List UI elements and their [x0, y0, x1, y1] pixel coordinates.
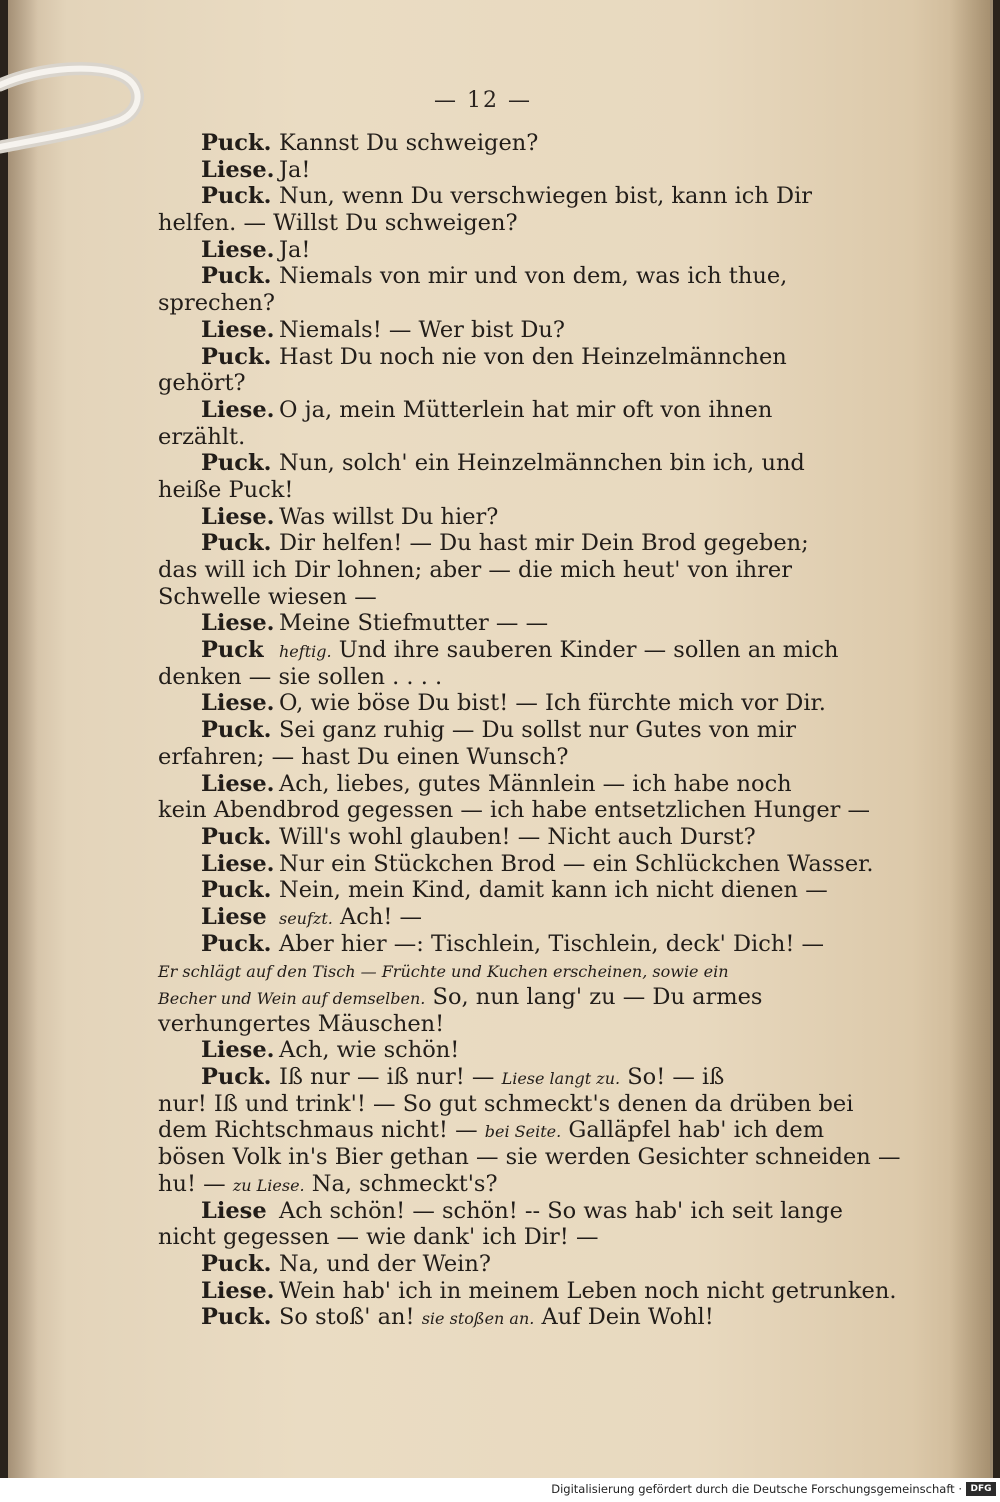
dialogue-text: Was willst Du hier?	[279, 503, 499, 530]
text-line	[158, 263, 798, 290]
text-line	[158, 504, 798, 531]
stage-direction: Becher und Wein auf demselben.	[158, 989, 426, 1008]
text-line	[158, 1251, 798, 1278]
text-line	[158, 1117, 825, 1144]
text-line	[158, 397, 798, 424]
stage-direction: Er schlägt auf den Tisch — Früchte und Kuchen erscheinen, sowie ein	[158, 962, 729, 982]
text-line	[158, 664, 798, 691]
speaker-name: Puck.	[201, 1250, 272, 1277]
speaker-name: Liese.	[201, 396, 275, 423]
text-line	[158, 477, 798, 504]
page-text	[158, 130, 901, 1331]
dialogue-text: erfahren; — hast Du einen Wunsch?	[158, 743, 569, 770]
dialogue-text: So! — iß	[620, 1064, 725, 1091]
dialogue-text: Wein hab' ich in meinem Leben noch nicht getrunken.	[279, 1277, 897, 1304]
dialogue-text: Galläpfel hab' ich dem	[561, 1117, 825, 1144]
text-line	[158, 957, 798, 984]
text-line	[158, 1090, 854, 1118]
dialogue-text: helfen. — Willst Du schweigen?	[158, 210, 518, 237]
speaker-name: Puck	[201, 637, 264, 664]
text-line	[158, 984, 798, 1011]
text-line	[158, 370, 798, 397]
text-line	[158, 877, 828, 904]
text-line	[158, 824, 798, 851]
dialogue-text: sprechen?	[158, 290, 275, 317]
speaker-name: Liese.	[201, 850, 275, 877]
text-line	[158, 1197, 843, 1225]
stage-direction: zu Liese.	[232, 1175, 305, 1195]
dialogue-text: Nein, mein Kind, damit kann ich nicht dienen —	[279, 877, 828, 904]
text-line	[158, 157, 798, 184]
dialogue-text: Auf Dein Wohl!	[534, 1304, 714, 1331]
text-line	[158, 530, 809, 557]
stage-direction: seufzt.	[279, 908, 333, 928]
speaker-name: Liese.	[201, 1277, 275, 1304]
dialogue-text: Schwelle wiesen —	[158, 583, 377, 610]
dialogue-text: Na, und der Wein?	[279, 1250, 491, 1277]
dialogue-text: das will ich Dir lohnen; aber — die mich heut' von ihrer	[158, 557, 792, 583]
dialogue-text: So, nun lang' zu — Du armes	[425, 984, 763, 1010]
speaker-name: Puck.	[201, 877, 272, 904]
text-line	[158, 930, 825, 958]
text-line	[158, 584, 798, 611]
speaker-name: Puck.	[201, 1064, 272, 1091]
dialogue-text: verhungertes Mäuschen!	[158, 1010, 445, 1037]
dialogue-text: dem Richtschmaus nicht! —	[158, 1117, 485, 1144]
text-line	[158, 237, 798, 264]
dialogue-text: nicht gegessen — wie dank' ich Dir! —	[158, 1224, 599, 1251]
text-line	[158, 797, 871, 824]
text-line	[158, 450, 805, 477]
speaker-name: Puck.	[201, 450, 272, 477]
dialogue-text: Sei ganz ruhig — Du sollst nur Gutes von mir	[279, 717, 797, 744]
stage-direction: bei Seite.	[484, 1122, 562, 1142]
dialogue-text: Aber hier —: Tischlein, Tischlein, deck' Dich! —	[279, 930, 825, 957]
speaker-name: Liese.	[201, 690, 275, 717]
dialogue-text: So stoß' an!	[279, 1304, 422, 1331]
text-line	[158, 637, 839, 664]
speaker-name: Liese	[201, 903, 267, 930]
text-line	[158, 717, 798, 744]
text-line	[158, 904, 798, 931]
dialogue-text: Ach, liebes, gutes Männlein — ich habe noch	[279, 770, 792, 797]
text-line	[158, 744, 798, 771]
dialogue-text: erzählt.	[158, 423, 246, 450]
text-line	[158, 690, 826, 717]
text-line	[158, 1277, 897, 1305]
dialogue-text: kein Abendbrod gegessen — ich habe entsetzlichen Hunger —	[158, 797, 871, 824]
dialogue-text: Nun, solch' ein Heinzelmännchen bin ich, und	[279, 450, 805, 477]
text-line	[158, 1224, 798, 1251]
dialogue-text: Und ihre sauberen Kinder — sollen an mich	[331, 637, 839, 664]
dialogue-text: nur! Iß und trink'! — So gut schmeckt's denen da drüben bei	[158, 1090, 854, 1117]
page-number: — 12 —	[434, 88, 532, 113]
dialogue-text: bösen Volk in's Bier gethan — sie werden Gesichter schneiden —	[158, 1144, 901, 1171]
speaker-name: Puck.	[201, 130, 272, 156]
text-line	[158, 290, 798, 317]
text-line	[158, 130, 798, 157]
dialogue-text: O ja, mein Mütterlein hat mir oft von ihnen	[279, 396, 773, 423]
dialogue-text: Hast Du noch nie von den Heinzelmännchen	[279, 343, 787, 370]
text-line	[158, 850, 874, 878]
stage-direction: sie stoßen an.	[421, 1309, 535, 1329]
text-line	[158, 610, 798, 637]
dialogue-text: Will's wohl glauben! — Nicht auch Durst?	[279, 823, 756, 850]
dialogue-text: Ach! —	[332, 903, 423, 930]
speaker-name: Liese.	[201, 156, 275, 183]
dialogue-text: O, wie böse Du bist! — Ich fürchte mich vor Dir.	[279, 690, 826, 717]
stage-direction: heftig.	[279, 642, 332, 662]
paperclip-icon	[0, 55, 150, 165]
speaker-name: Puck.	[201, 263, 272, 290]
speaker-name: Liese.	[201, 1037, 275, 1064]
speaker-name: Liese.	[201, 503, 275, 530]
text-line	[158, 317, 798, 344]
speaker-name: Puck.	[201, 930, 272, 957]
speaker-name: Liese.	[201, 770, 275, 797]
dialogue-text: denken — sie sollen . . . .	[158, 663, 443, 690]
text-line	[158, 1304, 798, 1331]
speaker-name: Puck.	[201, 343, 272, 370]
text-line	[158, 1171, 798, 1198]
footer-bar	[0, 1478, 1000, 1502]
funding-notice: Digitalisierung gefördert durch die Deutsche Forschungsgemeinschaft ·	[551, 1482, 962, 1496]
text-line	[158, 771, 798, 798]
text-line	[158, 210, 798, 237]
text-line	[158, 1011, 798, 1038]
dialogue-text: Ach schön! — schön! -- So was hab' ich seit lange	[279, 1197, 843, 1224]
text-line	[158, 424, 798, 451]
dialogue-text: heiße Puck!	[158, 476, 294, 503]
text-line	[158, 1037, 798, 1064]
text-line	[158, 1064, 798, 1091]
dialogue-text: gehört?	[158, 370, 246, 397]
dialogue-text: Kannst Du schweigen?	[279, 130, 539, 156]
dialogue-text: Niemals von mir und von dem, was ich thue,	[279, 263, 788, 290]
book-page	[8, 0, 993, 1478]
speaker-name: Liese	[201, 1197, 267, 1224]
dialogue-text: Na, schmeckt's?	[304, 1170, 498, 1197]
speaker-name: Puck.	[201, 823, 272, 850]
speaker-name: Puck.	[201, 1304, 272, 1331]
stage-direction: Liese langt zu.	[501, 1069, 621, 1089]
speaker-name: Liese.	[201, 236, 275, 263]
speaker-name: Puck.	[201, 717, 272, 744]
dfg-logo: DFG	[966, 1482, 996, 1496]
speaker-name: Puck.	[201, 183, 272, 210]
dialogue-text: Ja!	[279, 156, 311, 183]
dialogue-text: Nun, wenn Du verschwiegen bist, kann ich Dir	[279, 183, 813, 210]
dialogue-text: Nur ein Stückchen Brod — ein Schlückchen Wasser.	[279, 850, 874, 877]
dialogue-text: hu! —	[158, 1170, 233, 1197]
speaker-name: Puck.	[201, 530, 272, 557]
dialogue-text: Niemals! — Wer bist Du?	[279, 316, 565, 343]
speaker-name: Liese.	[201, 316, 275, 343]
dialogue-text: Meine Stiefmutter — —	[279, 610, 549, 637]
dialogue-text: Dir helfen! — Du hast mir Dein Brod gegeben;	[279, 530, 809, 557]
dialogue-text: Iß nur — iß nur! —	[279, 1064, 502, 1091]
dialogue-text: Ach, wie schön!	[279, 1037, 460, 1064]
speaker-name: Liese.	[201, 610, 275, 637]
text-line	[158, 1144, 901, 1171]
text-line	[158, 557, 798, 584]
text-line	[158, 344, 798, 371]
dialogue-text: Ja!	[279, 236, 311, 263]
text-line	[158, 183, 813, 210]
